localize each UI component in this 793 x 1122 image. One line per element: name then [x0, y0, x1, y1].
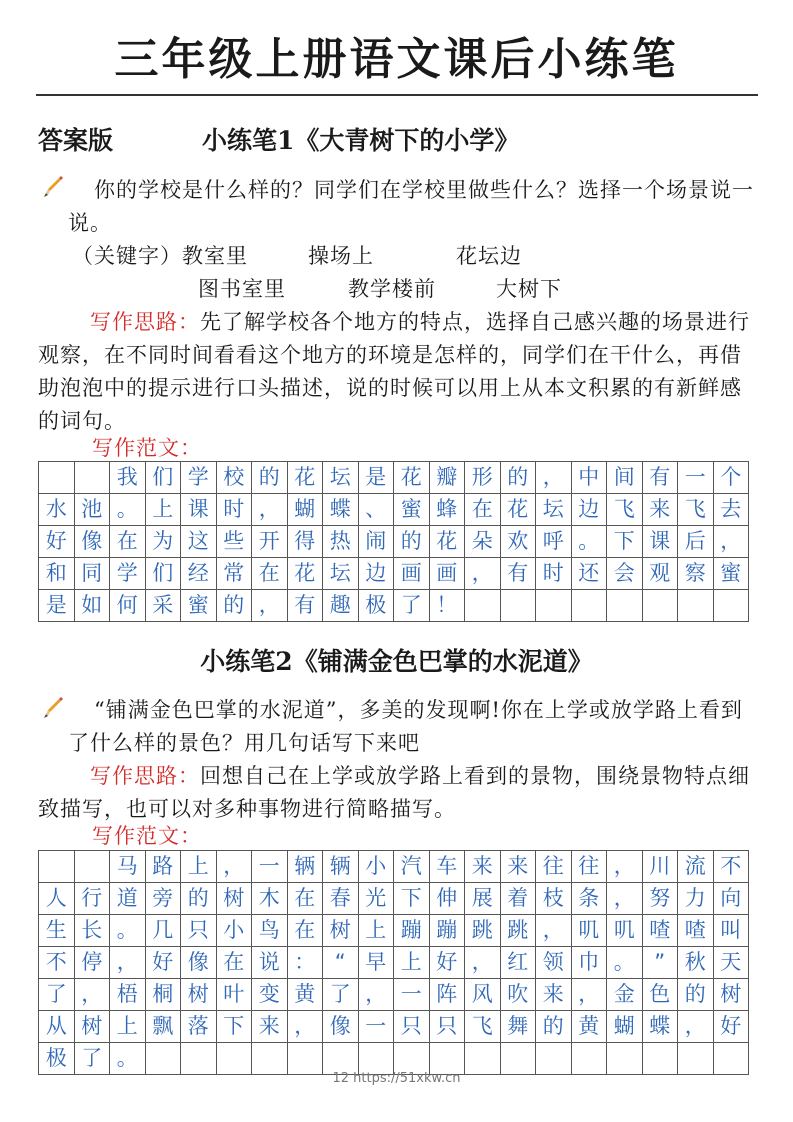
grid-cell	[145, 1043, 181, 1075]
title-divider	[36, 94, 758, 96]
grid-cell: 上	[358, 915, 394, 947]
grid-cell: 热	[323, 526, 359, 558]
grid-cell: 为	[145, 526, 181, 558]
grid-cell: ，	[74, 979, 110, 1011]
grid-cell: 边	[571, 494, 607, 526]
grid-cell	[536, 590, 572, 622]
grid-cell: 来	[642, 494, 678, 526]
keywords-label: （关键字）	[72, 244, 182, 268]
grid-cell: 像	[181, 947, 217, 979]
grid-cell: 树	[74, 1011, 110, 1043]
grid-cell: 不	[713, 851, 749, 883]
grid-cell: 路	[145, 851, 181, 883]
grid-cell: 飘	[145, 1011, 181, 1043]
grid-cell: 飞	[465, 1011, 501, 1043]
page-footer	[0, 1071, 793, 1086]
grid-cell: 下	[394, 883, 430, 915]
pencil-icon	[40, 693, 66, 719]
grid-cell: 来	[536, 979, 572, 1011]
grid-cell: 小	[358, 851, 394, 883]
grid-row	[39, 851, 749, 883]
grid-cell: 如	[74, 590, 110, 622]
grid-cell: 的	[181, 883, 217, 915]
grid-cell: 跳	[500, 915, 536, 947]
grid-cell	[678, 1043, 714, 1075]
footer-url: https://51xkw.cn	[353, 1071, 461, 1086]
grid-cell: 来	[500, 851, 536, 883]
grid-row	[39, 462, 749, 494]
grid-cell: 的	[536, 1011, 572, 1043]
grid-cell: 画	[429, 558, 465, 590]
grid-cell: 往	[571, 851, 607, 883]
grid-cell: 叽	[571, 915, 607, 947]
grid-cell: 秋	[678, 947, 714, 979]
grid-cell: 光	[358, 883, 394, 915]
grid-cell: ：	[287, 947, 323, 979]
grid-cell: ，	[607, 851, 643, 883]
writing-idea-label: 写作思路：	[90, 764, 200, 788]
grid-cell	[394, 1043, 430, 1075]
grid-cell: 后	[678, 526, 714, 558]
grid-cell	[287, 1043, 323, 1075]
grid-cell: 巾	[571, 947, 607, 979]
grid-cell: 瓣	[429, 462, 465, 494]
grid-cell: ，	[607, 883, 643, 915]
grid-cell: 蝴	[607, 1011, 643, 1043]
grid-cell: 像	[323, 1011, 359, 1043]
grid-cell: 吹	[500, 979, 536, 1011]
grid-cell: 经	[181, 558, 217, 590]
grid-cell: 在	[252, 558, 288, 590]
grid-cell: 。	[110, 1043, 146, 1075]
keyword: 大树下	[496, 277, 562, 301]
writing-idea-text: 先了解学校各个地方的特点，选择自己感兴趣的场景进行观察，在不同时间看看这个地方的环境是怎样的，同学们在干什么，再借助泡泡中的提示进行口头描述，说的时候可以用上从本文积累的有新鲜感的词句。	[38, 310, 750, 433]
grid-cell: 舞	[500, 1011, 536, 1043]
grid-cell	[252, 1043, 288, 1075]
grid-cell: 辆	[323, 851, 359, 883]
grid-cell: 春	[323, 883, 359, 915]
grid-cell: 花	[500, 494, 536, 526]
grid-cell: 些	[216, 526, 252, 558]
grid-cell: 落	[181, 1011, 217, 1043]
grid-cell: 同	[74, 558, 110, 590]
grid-cell: 风	[465, 979, 501, 1011]
grid-cell: 桐	[145, 979, 181, 1011]
grid-cell: ，	[678, 1011, 714, 1043]
grid-cell: 黄	[287, 979, 323, 1011]
grid-cell: 领	[536, 947, 572, 979]
grid-cell: 时	[536, 558, 572, 590]
grid-cell: 向	[713, 883, 749, 915]
grid-cell: 是	[39, 590, 75, 622]
grid-cell: 叶	[216, 979, 252, 1011]
grid-cell: 们	[145, 558, 181, 590]
grid-cell: 课	[181, 494, 217, 526]
grid-cell: 马	[110, 851, 146, 883]
grid-cell: 小	[216, 915, 252, 947]
grid-cell: 了	[394, 590, 430, 622]
grid-cell	[39, 851, 75, 883]
grid-cell: 边	[358, 558, 394, 590]
grid-cell: 、	[358, 494, 394, 526]
grid-cell: 在	[287, 915, 323, 947]
grid-cell: 有	[642, 462, 678, 494]
grid-cell: 蹦	[394, 915, 430, 947]
section1-heading: 小练笔1《大青树下的小学》	[202, 126, 520, 155]
grid-cell	[216, 1043, 252, 1075]
grid-cell: 跳	[465, 915, 501, 947]
grid-cell: 坛	[323, 462, 359, 494]
grid-cell	[642, 1043, 678, 1075]
grid-cell: 得	[287, 526, 323, 558]
grid-cell: 一	[678, 462, 714, 494]
grid-cell	[74, 851, 110, 883]
keyword: 教学楼前	[348, 277, 436, 301]
grid-cell: 人	[39, 883, 75, 915]
grid-cell: 去	[713, 494, 749, 526]
grid-cell: ，	[571, 979, 607, 1011]
grid-cell: 在	[110, 526, 146, 558]
grid-cell: 在	[465, 494, 501, 526]
keyword: 教室里	[182, 244, 248, 268]
grid-cell: 还	[571, 558, 607, 590]
section2-sample-label: 写作范文：	[92, 824, 202, 848]
grid-cell: 的	[252, 462, 288, 494]
grid-cell: 了	[323, 979, 359, 1011]
grid-cell: 阵	[429, 979, 465, 1011]
section1-heading-row	[38, 122, 519, 160]
grid-cell: 只	[394, 1011, 430, 1043]
grid-cell: “	[323, 947, 359, 979]
grid-cell: 极	[39, 1043, 75, 1075]
grid-cell: 辆	[287, 851, 323, 883]
grid-row	[39, 526, 749, 558]
grid-cell: 花	[287, 558, 323, 590]
grid-cell: 蜜	[713, 558, 749, 590]
grid-cell	[713, 590, 749, 622]
grid-cell: 花	[394, 462, 430, 494]
grid-cell: 下	[607, 526, 643, 558]
grid-cell: 条	[571, 883, 607, 915]
grid-cell: 天	[713, 947, 749, 979]
grid-cell	[536, 1043, 572, 1075]
grid-cell: 叫	[713, 915, 749, 947]
grid-cell: 上	[110, 1011, 146, 1043]
grid-cell	[500, 1043, 536, 1075]
grid-cell: 黄	[571, 1011, 607, 1043]
grid-cell	[678, 590, 714, 622]
grid-cell: 蹦	[429, 915, 465, 947]
grid-row	[39, 979, 749, 1011]
grid-cell: 学	[110, 558, 146, 590]
grid-cell	[39, 462, 75, 494]
grid-cell: 画	[394, 558, 430, 590]
keyword: 图书室里	[198, 277, 286, 301]
grid-cell: 在	[216, 947, 252, 979]
grid-cell: 川	[642, 851, 678, 883]
grid-cell: 池	[74, 494, 110, 526]
grid-cell: 努	[642, 883, 678, 915]
grid-cell: 好	[429, 947, 465, 979]
grid-cell: 只	[181, 915, 217, 947]
grid-cell: 常	[216, 558, 252, 590]
grid-cell: 的	[500, 462, 536, 494]
section1-writing-idea	[38, 306, 758, 438]
grid-cell: 。	[110, 494, 146, 526]
grid-cell: ！	[429, 590, 465, 622]
grid-cell: 飞	[678, 494, 714, 526]
grid-cell: 欢	[500, 526, 536, 558]
section1-prompt: 你的学校是什么样的？同学们在学校里做些什么？选择一个场景说一说。	[68, 178, 754, 235]
grid-cell: 喳	[678, 915, 714, 947]
grid-cell: 流	[678, 851, 714, 883]
grid-cell: 中	[571, 462, 607, 494]
grid-cell: 的	[394, 526, 430, 558]
grid-cell: 课	[642, 526, 678, 558]
grid-cell	[607, 1043, 643, 1075]
grid-cell: 朵	[465, 526, 501, 558]
grid-cell	[429, 1043, 465, 1075]
grid-row	[39, 883, 749, 915]
grid-cell: 喳	[642, 915, 678, 947]
grid-cell: 呼	[536, 526, 572, 558]
grid-cell: 生	[39, 915, 75, 947]
grid-cell: 好	[145, 947, 181, 979]
grid-cell: 树	[713, 979, 749, 1011]
grid-cell: ，	[465, 558, 501, 590]
grid-cell: 枝	[536, 883, 572, 915]
grid-row	[39, 1043, 749, 1075]
grid-cell	[465, 1043, 501, 1075]
grid-cell: ，	[287, 1011, 323, 1043]
grid-cell: 采	[145, 590, 181, 622]
grid-cell: 有	[287, 590, 323, 622]
keyword: 操场上	[308, 244, 374, 268]
grid-cell: 观	[642, 558, 678, 590]
grid-cell: 一	[252, 851, 288, 883]
grid-cell: 了	[74, 1043, 110, 1075]
grid-cell: 有	[500, 558, 536, 590]
grid-cell: 会	[607, 558, 643, 590]
grid-cell	[500, 590, 536, 622]
grid-cell	[323, 1043, 359, 1075]
grid-cell: ，	[536, 462, 572, 494]
keywords-row-1	[72, 240, 522, 273]
pencil-icon	[40, 172, 66, 198]
grid-cell: 坛	[536, 494, 572, 526]
grid-cell: 花	[287, 462, 323, 494]
grid-cell: 鸟	[252, 915, 288, 947]
grid-cell: 蜜	[181, 590, 217, 622]
grid-cell: 。	[110, 915, 146, 947]
grid-cell: 在	[287, 883, 323, 915]
grid-cell	[571, 1043, 607, 1075]
grid-row	[39, 494, 749, 526]
grid-cell: 蝴	[287, 494, 323, 526]
grid-cell: 水	[39, 494, 75, 526]
grid-cell: ，	[536, 915, 572, 947]
grid-cell: ，	[216, 851, 252, 883]
grid-cell: 蜂	[429, 494, 465, 526]
grid-cell: 说	[252, 947, 288, 979]
grid-cell: 木	[252, 883, 288, 915]
grid-cell: 个	[713, 462, 749, 494]
grid-cell: 蝶	[323, 494, 359, 526]
grid-cell: 力	[678, 883, 714, 915]
grid-cell	[465, 590, 501, 622]
grid-cell: 闹	[358, 526, 394, 558]
grid-cell: 从	[39, 1011, 75, 1043]
keyword: 花坛边	[456, 244, 522, 268]
grid-cell: 变	[252, 979, 288, 1011]
grid-cell: 早	[358, 947, 394, 979]
grid-cell: 。	[571, 526, 607, 558]
grid-cell: 长	[74, 915, 110, 947]
grid-row	[39, 947, 749, 979]
grid-cell: 形	[465, 462, 501, 494]
section2-prompt: “铺满金色巴掌的水泥道”，多美的发现啊!你在上学或放学路上看到了什么样的景色？用几句话写下来吧	[68, 698, 743, 755]
grid-row	[39, 1011, 749, 1043]
grid-cell: 梧	[110, 979, 146, 1011]
grid-cell: ，	[252, 494, 288, 526]
grid-cell: 了	[39, 979, 75, 1011]
grid-cell: 行	[74, 883, 110, 915]
writing-idea-label: 写作思路：	[90, 310, 200, 334]
grid-cell: 上	[181, 851, 217, 883]
grid-cell: ”	[642, 947, 678, 979]
grid-cell: 来	[252, 1011, 288, 1043]
grid-cell: 像	[74, 526, 110, 558]
grid-cell: 好	[713, 1011, 749, 1043]
grid-cell: 往	[536, 851, 572, 883]
grid-cell: 间	[607, 462, 643, 494]
grid-cell: 树	[181, 979, 217, 1011]
grid-cell: 时	[216, 494, 252, 526]
grid-cell: 开	[252, 526, 288, 558]
grid-cell: 蝶	[642, 1011, 678, 1043]
grid-cell: 树	[216, 883, 252, 915]
grid-cell: 这	[181, 526, 217, 558]
grid-row	[39, 558, 749, 590]
grid-cell: 上	[145, 494, 181, 526]
grid-cell: 花	[429, 526, 465, 558]
grid-cell: ，	[252, 590, 288, 622]
grid-cell: 和	[39, 558, 75, 590]
grid-cell: ，	[358, 979, 394, 1011]
section2-writing-idea	[38, 760, 758, 826]
grid-cell: 几	[145, 915, 181, 947]
grid-cell: 趣	[323, 590, 359, 622]
writing-idea-text: 回想自己在上学或放学路上看到的景物，围绕景物特点细致描写，也可以对多种事物进行简略描写。	[38, 764, 750, 821]
grid-cell: 来	[465, 851, 501, 883]
grid-cell: 只	[429, 1011, 465, 1043]
section1-sample-label: 写作范文：	[92, 436, 202, 460]
grid-cell: 们	[145, 462, 181, 494]
grid-cell: 我	[110, 462, 146, 494]
grid-row	[39, 915, 749, 947]
grid-cell	[358, 1043, 394, 1075]
grid-cell: 着	[500, 883, 536, 915]
keywords-row-2	[198, 273, 562, 306]
grid-cell: 飞	[607, 494, 643, 526]
grid-cell: 校	[216, 462, 252, 494]
grid-cell: 金	[607, 979, 643, 1011]
grid-cell: 红	[500, 947, 536, 979]
grid-cell: 好	[39, 526, 75, 558]
grid-cell: 一	[394, 979, 430, 1011]
grid-cell: 。	[607, 947, 643, 979]
grid-cell: 汽	[394, 851, 430, 883]
grid-cell	[74, 462, 110, 494]
page-title: 三年级上册语文课后小练笔	[114, 34, 679, 85]
grid-cell	[571, 590, 607, 622]
grid-cell: 的	[678, 979, 714, 1011]
grid-cell: 不	[39, 947, 75, 979]
grid-cell: 一	[358, 1011, 394, 1043]
grid-cell: 极	[358, 590, 394, 622]
grid-cell	[181, 1043, 217, 1075]
grid-cell: 色	[642, 979, 678, 1011]
grid-cell: 伸	[429, 883, 465, 915]
page-number: 12	[332, 1071, 350, 1086]
grid-cell: 察	[678, 558, 714, 590]
grid-cell: 下	[216, 1011, 252, 1043]
grid-cell: 学	[181, 462, 217, 494]
grid-cell	[713, 1043, 749, 1075]
grid-cell: 上	[394, 947, 430, 979]
grid-cell	[642, 590, 678, 622]
grid-cell	[607, 590, 643, 622]
grid-row	[39, 590, 749, 622]
grid-cell: 蜜	[394, 494, 430, 526]
section2-heading: 小练笔2《铺满金色巴掌的水泥道》	[200, 647, 593, 676]
grid-cell: 何	[110, 590, 146, 622]
grid-cell: 树	[323, 915, 359, 947]
grid-cell: 坛	[323, 558, 359, 590]
grid-cell: 叽	[607, 915, 643, 947]
grid-cell: 的	[216, 590, 252, 622]
grid-cell: 道	[110, 883, 146, 915]
grid-cell: ，	[713, 526, 749, 558]
grid-cell: ，	[110, 947, 146, 979]
grid-cell: 停	[74, 947, 110, 979]
grid-cell: 展	[465, 883, 501, 915]
grid-cell: 是	[358, 462, 394, 494]
section1-sample-grid	[38, 461, 749, 622]
grid-cell: 旁	[145, 883, 181, 915]
answer-version-label: 答案版	[38, 126, 114, 155]
grid-cell: 车	[429, 851, 465, 883]
grid-cell: ，	[465, 947, 501, 979]
section2-sample-grid	[38, 850, 749, 1075]
